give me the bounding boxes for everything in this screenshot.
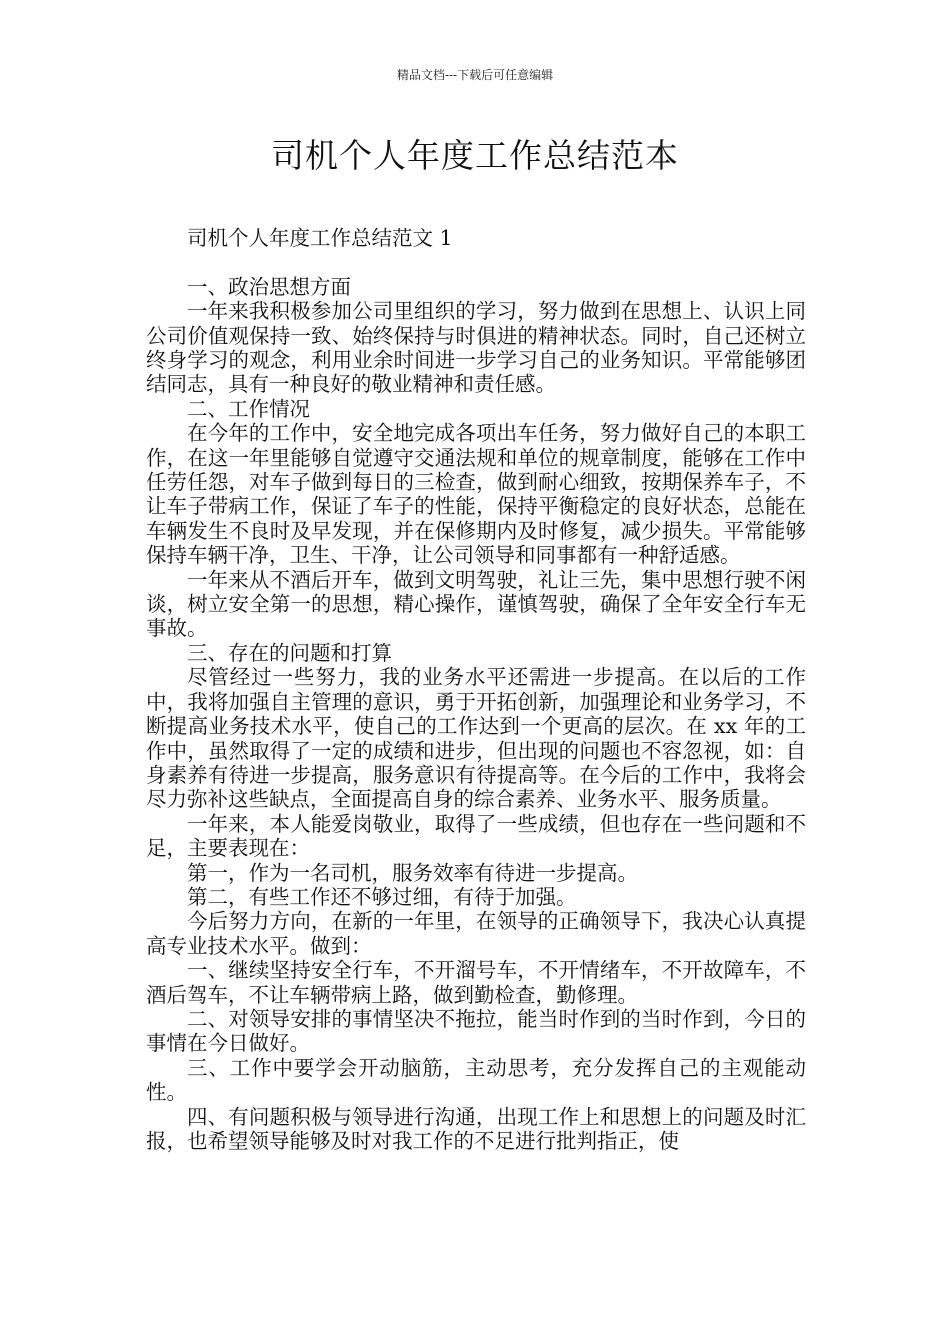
list-item: 第二，有些工作还不够过细，有待于加强。 xyxy=(187,884,577,909)
document-body xyxy=(146,226,806,1153)
document-title: 司机个人年度工作总结范本 xyxy=(271,136,679,175)
section-heading-work: 二、工作情况 xyxy=(187,396,310,421)
list-item: 第一，作为一名司机，服务效率有待进一步提高。 xyxy=(187,860,638,885)
paragraph: 一年来从不酒后开车，做到文明驾驶，礼让三先，集中思想行驶不闲谈，树立安全第一的思想，精心操作，谨慎驾驶，确保了全年安全行车无事故。 xyxy=(146,567,806,641)
list-item: 四、有问题积极与领导进行沟通，出现工作上和思想上的问题及时汇报，也希望领导能够及时对我工作的不足进行批判指正，使 xyxy=(146,1104,806,1154)
document-subtitle: 司机个人年度工作总结范文 1 xyxy=(187,226,453,250)
paragraph: 一年来我积极参加公司里组织的学习，努力做到在思想上、认识上同公司价值观保持一致、始终保持与时俱进的精神状态。同时，自己还树立终身学习的观念，利用业余时间进一步学习自己的业务知识。平常能够团结同志，具有一种良好的敬业精神和责任感。 xyxy=(146,299,806,397)
section-heading-problems: 三、存在的问题和打算 xyxy=(187,640,392,665)
list-item: 三、工作中要学会开动脑筋，主动思考，充分发挥自己的主观能动性。 xyxy=(146,1055,806,1105)
paragraph: 今后努力方向，在新的一年里，在领导的正确领导下，我决心认真提高专业技术水平。做到： xyxy=(146,909,806,958)
paragraph: 一年来，本人能爱岗敬业，取得了一些成绩，但也存在一些问题和不足，主要表现在： xyxy=(146,811,806,861)
section-heading-politics: 一、政治思想方面 xyxy=(187,274,351,299)
list-item: 一、继续坚持安全行车，不开溜号车，不开情绪车，不开故障车，不酒后驾车，不让车辆带病上路，做到勤检查，勤修理。 xyxy=(146,958,806,1007)
paragraph: 在今年的工作中，安全地完成各项出车任务，努力做好自己的本职工作，在这一年里能够自觉遵守交通法规和单位的规章制度，能够在工作中任劳任怨，对车子做到每日的三检查，做到耐心细致，按期保养车子，不让车子带病工作，保证了车子的性能，保持平衡稳定的良好状态，总能在车辆发生不良时及早发现，并在保修期内及时修复，减少损失。平常能够保持车辆干净，卫生、干净，让公司领导和同事都有一种舒适感。 xyxy=(146,421,806,568)
paragraph: 尽管经过一些努力，我的业务水平还需进一步提高。在以后的工作中，我将加强自主管理的意识，勇于开拓创新，加强理论和业务学习，不断提高业务技术水平，使自己的工作达到一个更高的层次。在 xx 年的工作中，虽然取得了一定的成绩和进步，但出现的问题也不容忽视，如：自身素养有待进一步提高，服务意识有待提高等。在今后的工作中，我将会尽力弥补这些缺点，全面提高自身的综合素养、业务水平、服务质量。 xyxy=(146,665,806,812)
header-note: 精品文档---下载后可任意编辑 xyxy=(396,68,554,82)
list-item: 二、对领导安排的事情坚决不拖拉，能当时作到的当时作到，今日的事情在今日做好。 xyxy=(146,1006,806,1056)
